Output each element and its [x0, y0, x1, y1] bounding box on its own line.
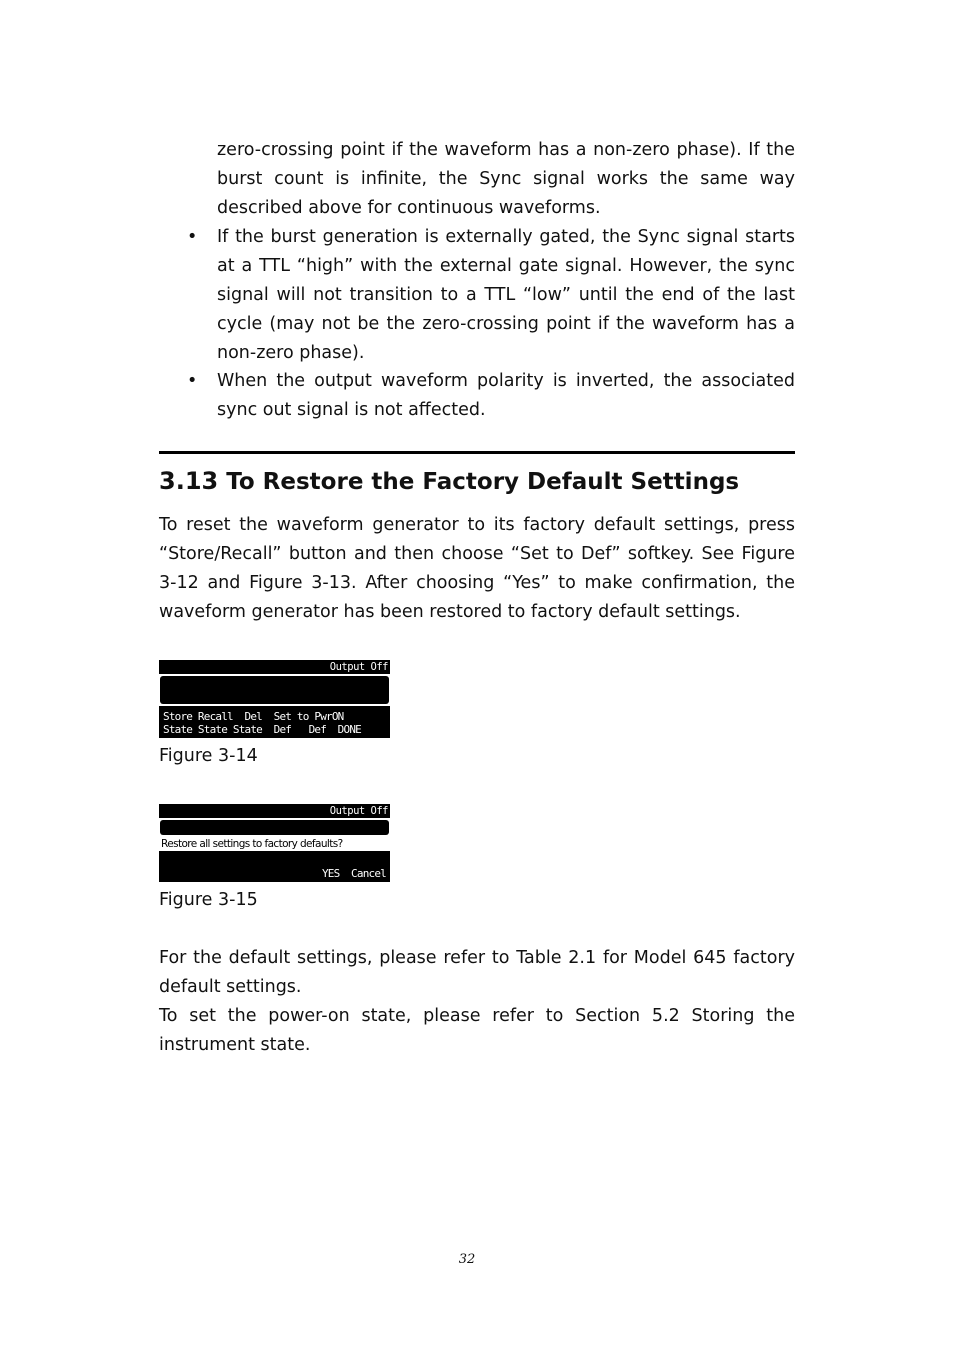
- continuation-text: zero-crossing point if the waveform has a non-zero phase). If the burst count is infinite, the Sync signal works the same way described above for continuous waveforms.: [217, 140, 795, 218]
- output-status: Output Off: [329, 805, 388, 817]
- page-number: 32: [458, 1252, 476, 1267]
- bullet-dot-icon: •: [187, 371, 198, 391]
- softkey-labels-row2: State State State Def Def DONE: [163, 723, 361, 736]
- figure-caption: Figure 3-15: [159, 890, 258, 910]
- closing-paragraph: To set the power-on state, please refer to Section 5.2 Storing the instrument state.: [159, 1006, 795, 1055]
- confirm-message: Restore all settings to factory defaults?: [159, 837, 390, 851]
- section-number: 3.13: [159, 467, 219, 495]
- lcd-display-area: [159, 674, 390, 706]
- bullet-text: When the output waveform polarity is inverted, the associated sync out signal is not affected.: [217, 371, 795, 420]
- section-body: To reset the waveform generator to its factory default settings, press “Store/Recall” button and then choose “Set to Def” softkey. See Figure 3-12 and Figure 3-13. After choosing “Yes” to make confirmation, the waveform generator has been restored to factory default settings.: [159, 515, 795, 622]
- bullet-dot-icon: •: [187, 227, 198, 247]
- lcd-display-area: [159, 818, 390, 837]
- bullet-text: If the burst generation is externally gated, the Sync signal starts at a TTL “high” with the external gate signal. However, the sync signal will not transition to a TTL “low” until the end of the last cycle (may not be the zero-crossing point if the waveform has a non-zero phase).: [217, 227, 795, 363]
- closing-paragraph: For the default settings, please refer to Table 2.1 for Model 645 factory default settings.: [159, 948, 795, 997]
- lcd-screen-restore-confirm: [159, 804, 390, 882]
- softkey-labels-row1: Store Recall Del Set to PwrON: [163, 710, 344, 723]
- figure-caption: Figure 3-14: [159, 746, 258, 766]
- output-status: Output Off: [329, 661, 388, 673]
- lcd-screen-store-recall: [159, 660, 390, 738]
- section-title: To Restore the Factory Default Settings: [226, 469, 740, 495]
- section-heading: [159, 467, 739, 495]
- softkey-labels: YES Cancel: [321, 867, 386, 880]
- section-divider: [159, 451, 795, 454]
